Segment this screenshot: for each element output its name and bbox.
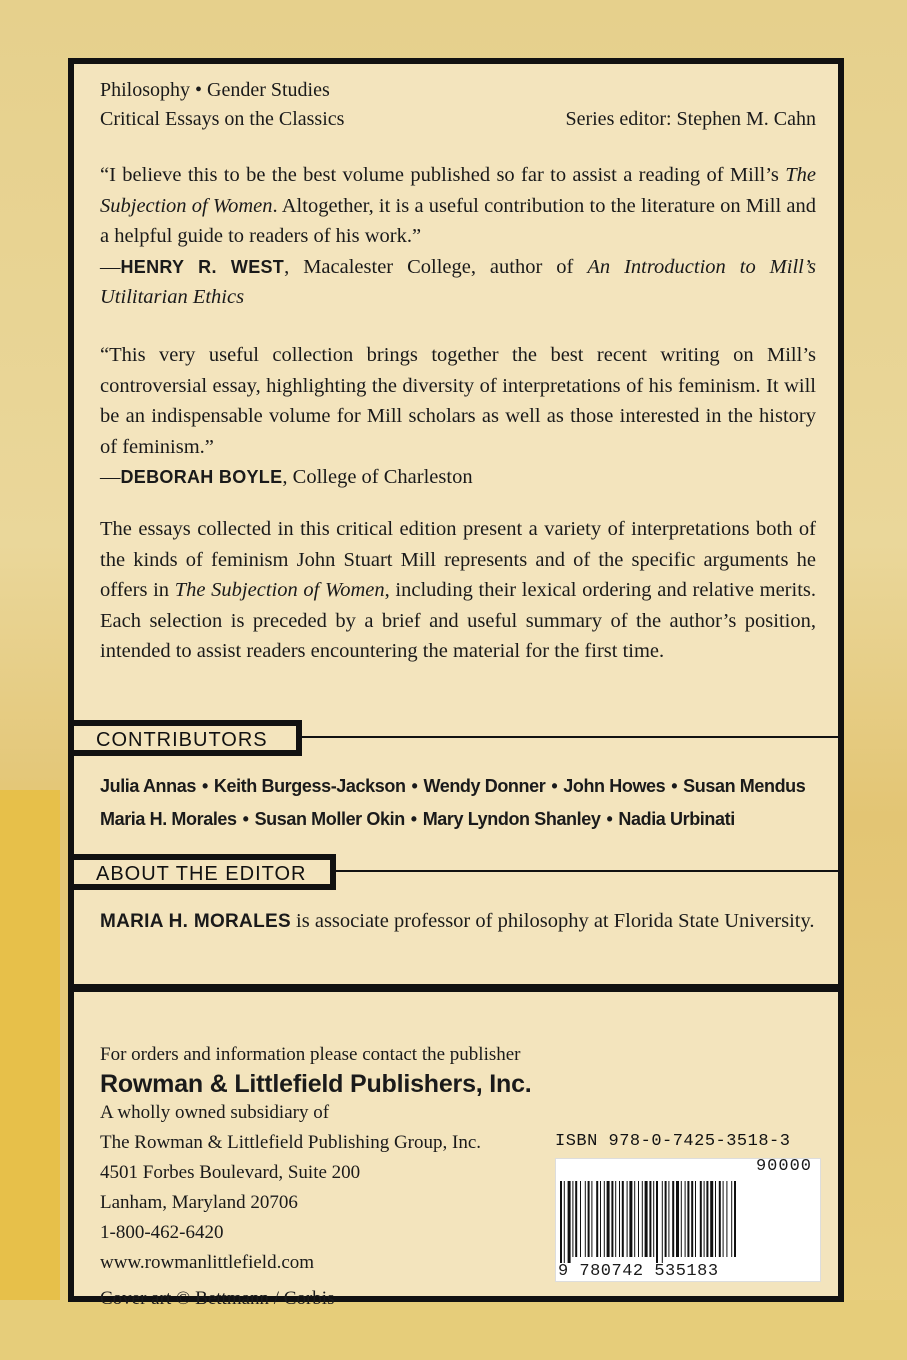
series-editor: Series editor: Stephen M. Cahn [565, 108, 816, 130]
barcode-bar [627, 1181, 628, 1257]
barcode-bar [568, 1181, 571, 1263]
barcode-bar [596, 1181, 598, 1257]
separator-dot: • [410, 809, 417, 829]
barcode-bar [704, 1181, 705, 1257]
back-cover-text-panel [68, 58, 844, 988]
isbn-barcode-block [555, 1132, 821, 1280]
barcode-bar [645, 1181, 648, 1257]
publisher-group: The Rowman & Littlefield Publishing Group, Inc. [100, 1132, 482, 1153]
blurb-affiliation: , Macalester College, author of [284, 255, 588, 278]
separator-dot: • [551, 776, 558, 796]
publisher-name: Rowman & Littlefield Publishers, Inc. [100, 1070, 532, 1098]
contributors-row [100, 770, 816, 803]
isbn-label: ISBN 978-0-7425-3518-3 [555, 1132, 791, 1151]
barcode-bar [564, 1181, 565, 1263]
contributors-list [100, 770, 816, 836]
contributor-name: Keith Burgess-Jackson [213, 776, 406, 796]
barcode-bar [653, 1181, 654, 1257]
publisher-city: Lanham, Maryland 20706 [100, 1192, 298, 1213]
barcode-bar [681, 1181, 682, 1257]
barcode-bar [672, 1181, 674, 1257]
barcode-bar [726, 1181, 727, 1257]
background-accent [0, 790, 60, 1360]
barcode-bar [560, 1181, 562, 1263]
blurb-west [100, 160, 816, 313]
separator-dot: • [606, 809, 613, 829]
barcode-bar [685, 1181, 686, 1257]
blurb-author: DEBORAH BOYLE [120, 467, 283, 487]
barcode-bar [604, 1181, 605, 1257]
barcode-bar [572, 1181, 573, 1257]
barcode-bar [665, 1181, 667, 1257]
barcode-bar [642, 1181, 643, 1257]
barcode-bar [615, 1181, 616, 1257]
barcode-bar [668, 1181, 669, 1257]
section-divider [302, 736, 838, 738]
barcode-bar [706, 1181, 708, 1257]
publisher-info [100, 1040, 558, 1314]
editor-bio-text: is associate professor of philosophy at Florida State University. [290, 910, 815, 932]
contributors-row [100, 803, 816, 836]
attribution-dash: — [100, 255, 121, 278]
book-title: The Subjection of Women [174, 579, 385, 601]
publisher-phone: 1-800-462-6420 [100, 1222, 224, 1243]
contributor-name: Wendy Donner [423, 776, 546, 796]
cover-art-credit: Cover art © Bettmann / Corbis [100, 1288, 335, 1309]
barcode-bar [656, 1181, 658, 1263]
barcode-bar [622, 1181, 624, 1257]
separator-dot: • [671, 776, 678, 796]
contributor-name: Susan Mendus [683, 776, 806, 796]
barcode-label [555, 1158, 821, 1282]
separator-dot: • [242, 809, 249, 829]
description-text: The essays collected in this critical edition present a variety of interpretations both of the kinds of feminism John Stuart Mill represents and of the specific arguments he offers in [100, 518, 816, 601]
publisher-contact: For orders and information please contact the publisher [100, 1044, 521, 1065]
blurb-boyle [100, 340, 816, 493]
barcode-bar [715, 1181, 716, 1257]
contributor-name: Maria H. Morales [100, 809, 237, 829]
barcode-bar [591, 1181, 592, 1257]
barcode-bar [575, 1181, 577, 1257]
publisher-subsidiary: A wholly owned subsidiary of [100, 1102, 330, 1123]
barcode-bar [687, 1181, 689, 1257]
barcode-bar [731, 1181, 732, 1257]
barcode-bar [634, 1181, 635, 1257]
publisher-panel [68, 988, 844, 1309]
contributor-name: John Howes [563, 776, 666, 796]
contributors-heading: CONTRIBUTORS [74, 720, 302, 756]
barcode-bar [695, 1181, 696, 1257]
blurb-text: . Altogether, it is a useful contribution to the literature on Mill and a helpful guide to readers of his work.” [100, 194, 817, 247]
contributor-name: Julia Annas [100, 776, 196, 796]
author-book-title: An Introduction to Mill’s Utilitarian Ethics [100, 255, 816, 308]
barcode-bar [710, 1181, 713, 1257]
barcode-bar [580, 1181, 581, 1257]
section-divider [336, 870, 838, 872]
editor-name: MARIA H. MORALES [100, 911, 291, 932]
barcode-bar [700, 1181, 702, 1257]
barcode-bar [649, 1181, 651, 1257]
barcode-bar [619, 1181, 620, 1257]
barcode-bar [723, 1181, 724, 1257]
book-description [100, 514, 816, 667]
barcode-number: 9 780742 535183 [558, 1262, 719, 1281]
barcode-bar [734, 1181, 736, 1257]
blurb-affiliation: , College of Charleston [282, 466, 473, 488]
subject-categories: Philosophy • Gender Studies [100, 79, 330, 101]
book-title: The Subjection of Women [100, 164, 816, 217]
contributor-name: Mary Lyndon Shanley [422, 809, 601, 829]
barcode-bar [719, 1181, 721, 1257]
series-name: Critical Essays on the Classics [100, 108, 345, 130]
barcode-bar [611, 1181, 613, 1257]
barcode-bar [588, 1181, 590, 1257]
blurb-text: “This very useful collection brings together the best recent writing on Mill’s controversial essay, highlighting the diversity of interpretations of his feminism. It will be an indispensable volume for Mill scholars as well as those interested in the history of feminism.” [100, 344, 816, 458]
series-line [100, 105, 816, 134]
blurb-text: “I believe this to be the best volume published so far to assist a reading of Mill’s [100, 164, 786, 186]
barcode-bar [691, 1181, 693, 1257]
contributor-name: Susan Moller Okin [254, 809, 405, 829]
publisher-website: www.rowmanlittlefield.com [100, 1252, 315, 1273]
barcode-bar [662, 1181, 663, 1263]
barcode-bar [638, 1181, 639, 1257]
barcode-bar [607, 1181, 610, 1257]
contributor-name: Nadia Urbinati [618, 809, 735, 829]
price-addon-code: 90000 [755, 1157, 812, 1176]
editor-bio [100, 906, 816, 937]
separator-dot: • [201, 776, 208, 796]
separator-dot: • [411, 776, 418, 796]
barcode-bar [600, 1181, 601, 1257]
description-text: , including their lexical ordering and relative merits. Each selection is preceded by a brief and useful summary of the author’s position, intended to assist readers encountering the material for the first time. [100, 579, 817, 662]
barcode-bar [676, 1181, 679, 1257]
blurb-author: HENRY R. WEST [120, 256, 285, 277]
barcode-bar [585, 1181, 586, 1257]
about-editor-heading: ABOUT THE EDITOR [74, 854, 336, 890]
barcode-bar [629, 1181, 632, 1257]
publisher-street: 4501 Forbes Boulevard, Suite 200 [100, 1162, 361, 1183]
attribution-dash: — [100, 466, 121, 488]
